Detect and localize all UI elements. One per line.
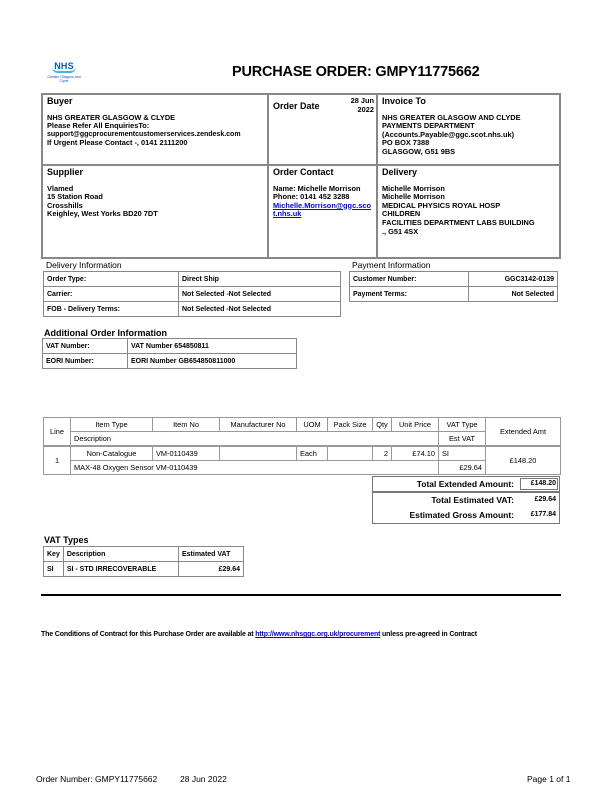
payment-info-table xyxy=(349,271,558,302)
col-header-description: Description xyxy=(71,432,439,447)
buyer-line: Please Refer All EnquiriesTo: xyxy=(47,121,150,131)
table-row xyxy=(43,339,297,354)
cell-key: SI xyxy=(44,562,64,577)
additional-info-heading: Additional Order Information xyxy=(44,328,167,338)
table-row xyxy=(44,302,341,317)
delivery-info-value: Not Selected -Not Selected xyxy=(179,287,341,302)
invoice-to-section xyxy=(378,95,561,159)
payment-info-heading: Payment Information xyxy=(352,260,431,270)
delivery-info-label: FOB - Delivery Terms: xyxy=(44,302,179,317)
footer-page: Page 1 of 1 xyxy=(527,774,571,784)
col-header-vat-type: VAT Type xyxy=(439,418,486,432)
vat-types-heading: VAT Types xyxy=(44,535,89,545)
conditions-link[interactable]: http://www.nhsggc.org.uk/procurement xyxy=(255,631,381,638)
cell-qty: 2 xyxy=(373,446,392,461)
supplier-line: 15 Station Road xyxy=(47,192,103,202)
cell-line: 1 xyxy=(44,446,71,475)
col-header-key: Key xyxy=(44,547,64,562)
order-contact-section xyxy=(269,166,376,221)
delivery-line: Michelle Morrison xyxy=(382,183,445,193)
total-vat-value: £29.64 xyxy=(534,496,556,503)
delivery-line: MEDICAL PHYSICS ROYAL HOSP xyxy=(382,200,501,210)
col-header-manufacturer-no: Manufacturer No xyxy=(220,418,297,432)
col-header-extended-amt: Extended Amt xyxy=(486,418,561,447)
order-date-heading: Order Date xyxy=(273,101,320,111)
delivery-line: Michelle Morrison xyxy=(382,192,445,202)
delivery-heading: Delivery xyxy=(382,167,418,177)
page-title: PURCHASE ORDER: GMPY11775662 xyxy=(232,64,480,80)
contact-phone: Phone: 0141 452 3288 xyxy=(273,192,350,202)
buyer-line: If Urgent Please Contact -, 0141 2111200 xyxy=(47,138,188,148)
supplier-section xyxy=(43,166,267,221)
buyer-heading: Buyer xyxy=(47,96,73,106)
payment-info-label: Customer Number: xyxy=(350,272,469,287)
delivery-line: CHILDREN xyxy=(382,209,421,219)
invoice-line: PAYMENTS DEPARTMENT xyxy=(382,121,475,131)
nhs-logo xyxy=(44,56,84,83)
delivery-info-label: Carrier: xyxy=(44,287,179,302)
table-header-row xyxy=(44,547,244,562)
order-date-value xyxy=(340,95,376,116)
additional-info-value: EORI Number GB654850811000 xyxy=(128,354,297,369)
table-row xyxy=(350,272,558,287)
table-row xyxy=(44,446,561,461)
order-contact-heading: Order Contact xyxy=(273,167,334,177)
gross-amount-label: Estimated Gross Amount: xyxy=(409,510,514,520)
supplier-heading: Supplier xyxy=(47,167,84,177)
conditions-prefix: The Conditions of Contract for this Purchase Order are available at xyxy=(41,631,256,638)
col-header-line: Line xyxy=(44,418,71,447)
additional-info-value: VAT Number 654850811 xyxy=(128,339,297,354)
delivery-info-value: Not Selected -Not Selected xyxy=(179,302,341,317)
invoice-line: NHS GREATER GLASGOW AND CLYDE xyxy=(382,112,521,122)
cell-description: SI - STD IRRECOVERABLE xyxy=(63,562,178,577)
line-items-table xyxy=(43,417,561,475)
cell-item-type: Non-Catalogue xyxy=(71,446,153,461)
footer-date: 28 Jun 2022 xyxy=(180,774,227,784)
cell-vat-type: SI xyxy=(439,446,486,461)
invoice-to-heading: Invoice To xyxy=(382,96,426,106)
table-row xyxy=(44,287,341,302)
delivery-info-label: Order Type: xyxy=(44,272,179,287)
delivery-section xyxy=(378,166,561,238)
delivery-info-heading: Delivery Information xyxy=(46,260,122,270)
cell-uom: Each xyxy=(297,446,328,461)
buyer-line: NHS GREATER GLASGOW & CLYDE xyxy=(47,112,176,122)
total-extended-label: Total Extended Amount: xyxy=(416,479,514,489)
delivery-info-value: Direct Ship xyxy=(179,272,341,287)
cell-est-vat: £29.64 xyxy=(439,461,486,475)
buyer-email: support@ggcprocurementcustomerservices.zendesk.com xyxy=(47,130,241,138)
additional-info-label: VAT Number: xyxy=(43,339,128,354)
order-date-label-cell xyxy=(269,100,339,121)
cell-item-no: VM-0110439 xyxy=(153,446,220,461)
table-row xyxy=(44,272,341,287)
delivery-line: ., G51 4SX xyxy=(382,226,419,236)
conditions-suffix: unless pre-agreed in Contract xyxy=(380,631,477,638)
col-header-est-vat: Est VAT xyxy=(439,432,486,447)
nhs-logo-mark: NHS xyxy=(54,61,74,71)
cell-pack-size xyxy=(328,446,373,461)
cell-estimated-vat: £29.64 xyxy=(179,562,244,577)
col-header-item-no: Item No xyxy=(153,418,220,432)
horizontal-rule xyxy=(41,594,561,596)
cell-unit-price: £74.10 xyxy=(392,446,439,461)
cell-manufacturer-no xyxy=(220,446,297,461)
contact-email-link[interactable] xyxy=(273,201,371,219)
footer-order-number: Order Number: GMPY11775662 xyxy=(36,774,158,784)
cell-description: MAX-48 Oxygen Sensor VM-0110439 xyxy=(71,461,439,475)
gross-amount-value: £177.84 xyxy=(530,511,556,518)
supplier-line: Keighley, West Yorks BD20 7DT xyxy=(47,209,158,219)
delivery-line: FACILITIES DEPARTMENT LABS BUILDING xyxy=(382,217,535,227)
supplier-line: Crosshills xyxy=(47,200,83,210)
additional-info-table xyxy=(42,338,297,369)
payment-info-label: Payment Terms: xyxy=(350,287,469,302)
table-row xyxy=(44,562,244,577)
col-header-unit-price: Unit Price xyxy=(392,418,439,432)
additional-info-label: EORI Number: xyxy=(43,354,128,369)
contact-email-part: t.nhs.uk xyxy=(273,209,302,219)
order-date-day-month: 28 Jun xyxy=(350,96,374,105)
order-date-year: 2022 xyxy=(357,104,374,114)
invoice-line: PO BOX 7388 xyxy=(382,138,430,148)
col-header-pack-size: Pack Size xyxy=(328,418,373,432)
payment-info-value: Not Selected xyxy=(469,287,558,302)
supplier-line: Vlamed xyxy=(47,183,74,193)
col-header-qty: Qty xyxy=(373,418,392,432)
vat-types-table xyxy=(43,546,244,577)
total-extended-value: £148.20 xyxy=(530,480,556,487)
invoice-line: GLASGOW, G51 9BS xyxy=(382,146,456,156)
col-header-estimated-vat: Estimated VAT xyxy=(179,547,244,562)
contact-name: Name: Michelle Morrison xyxy=(273,183,361,193)
table-row xyxy=(350,287,558,302)
buyer-section xyxy=(43,95,267,150)
total-vat-label: Total Estimated VAT: xyxy=(431,495,514,505)
col-header-description: Description xyxy=(63,547,178,562)
conditions-text xyxy=(41,631,477,638)
delivery-info-table xyxy=(43,271,341,317)
cell-extended-amt: £148.20 xyxy=(486,446,561,475)
col-header-item-type: Item Type xyxy=(71,418,153,432)
table-header-row xyxy=(44,418,561,432)
contact-email-part: Michelle.Morrison@ggc.sco xyxy=(273,200,371,210)
table-row xyxy=(43,354,297,369)
nhs-logo-subtitle: Greater Glasgow and Clyde xyxy=(47,75,81,83)
table-header-row xyxy=(44,432,561,447)
table-row xyxy=(44,461,561,475)
invoice-line: (Accounts.Payable@ggc.scot.nhs.uk) xyxy=(382,129,515,139)
col-header-uom: UOM xyxy=(297,418,328,432)
payment-info-value: GGC3142-0139 xyxy=(469,272,558,287)
